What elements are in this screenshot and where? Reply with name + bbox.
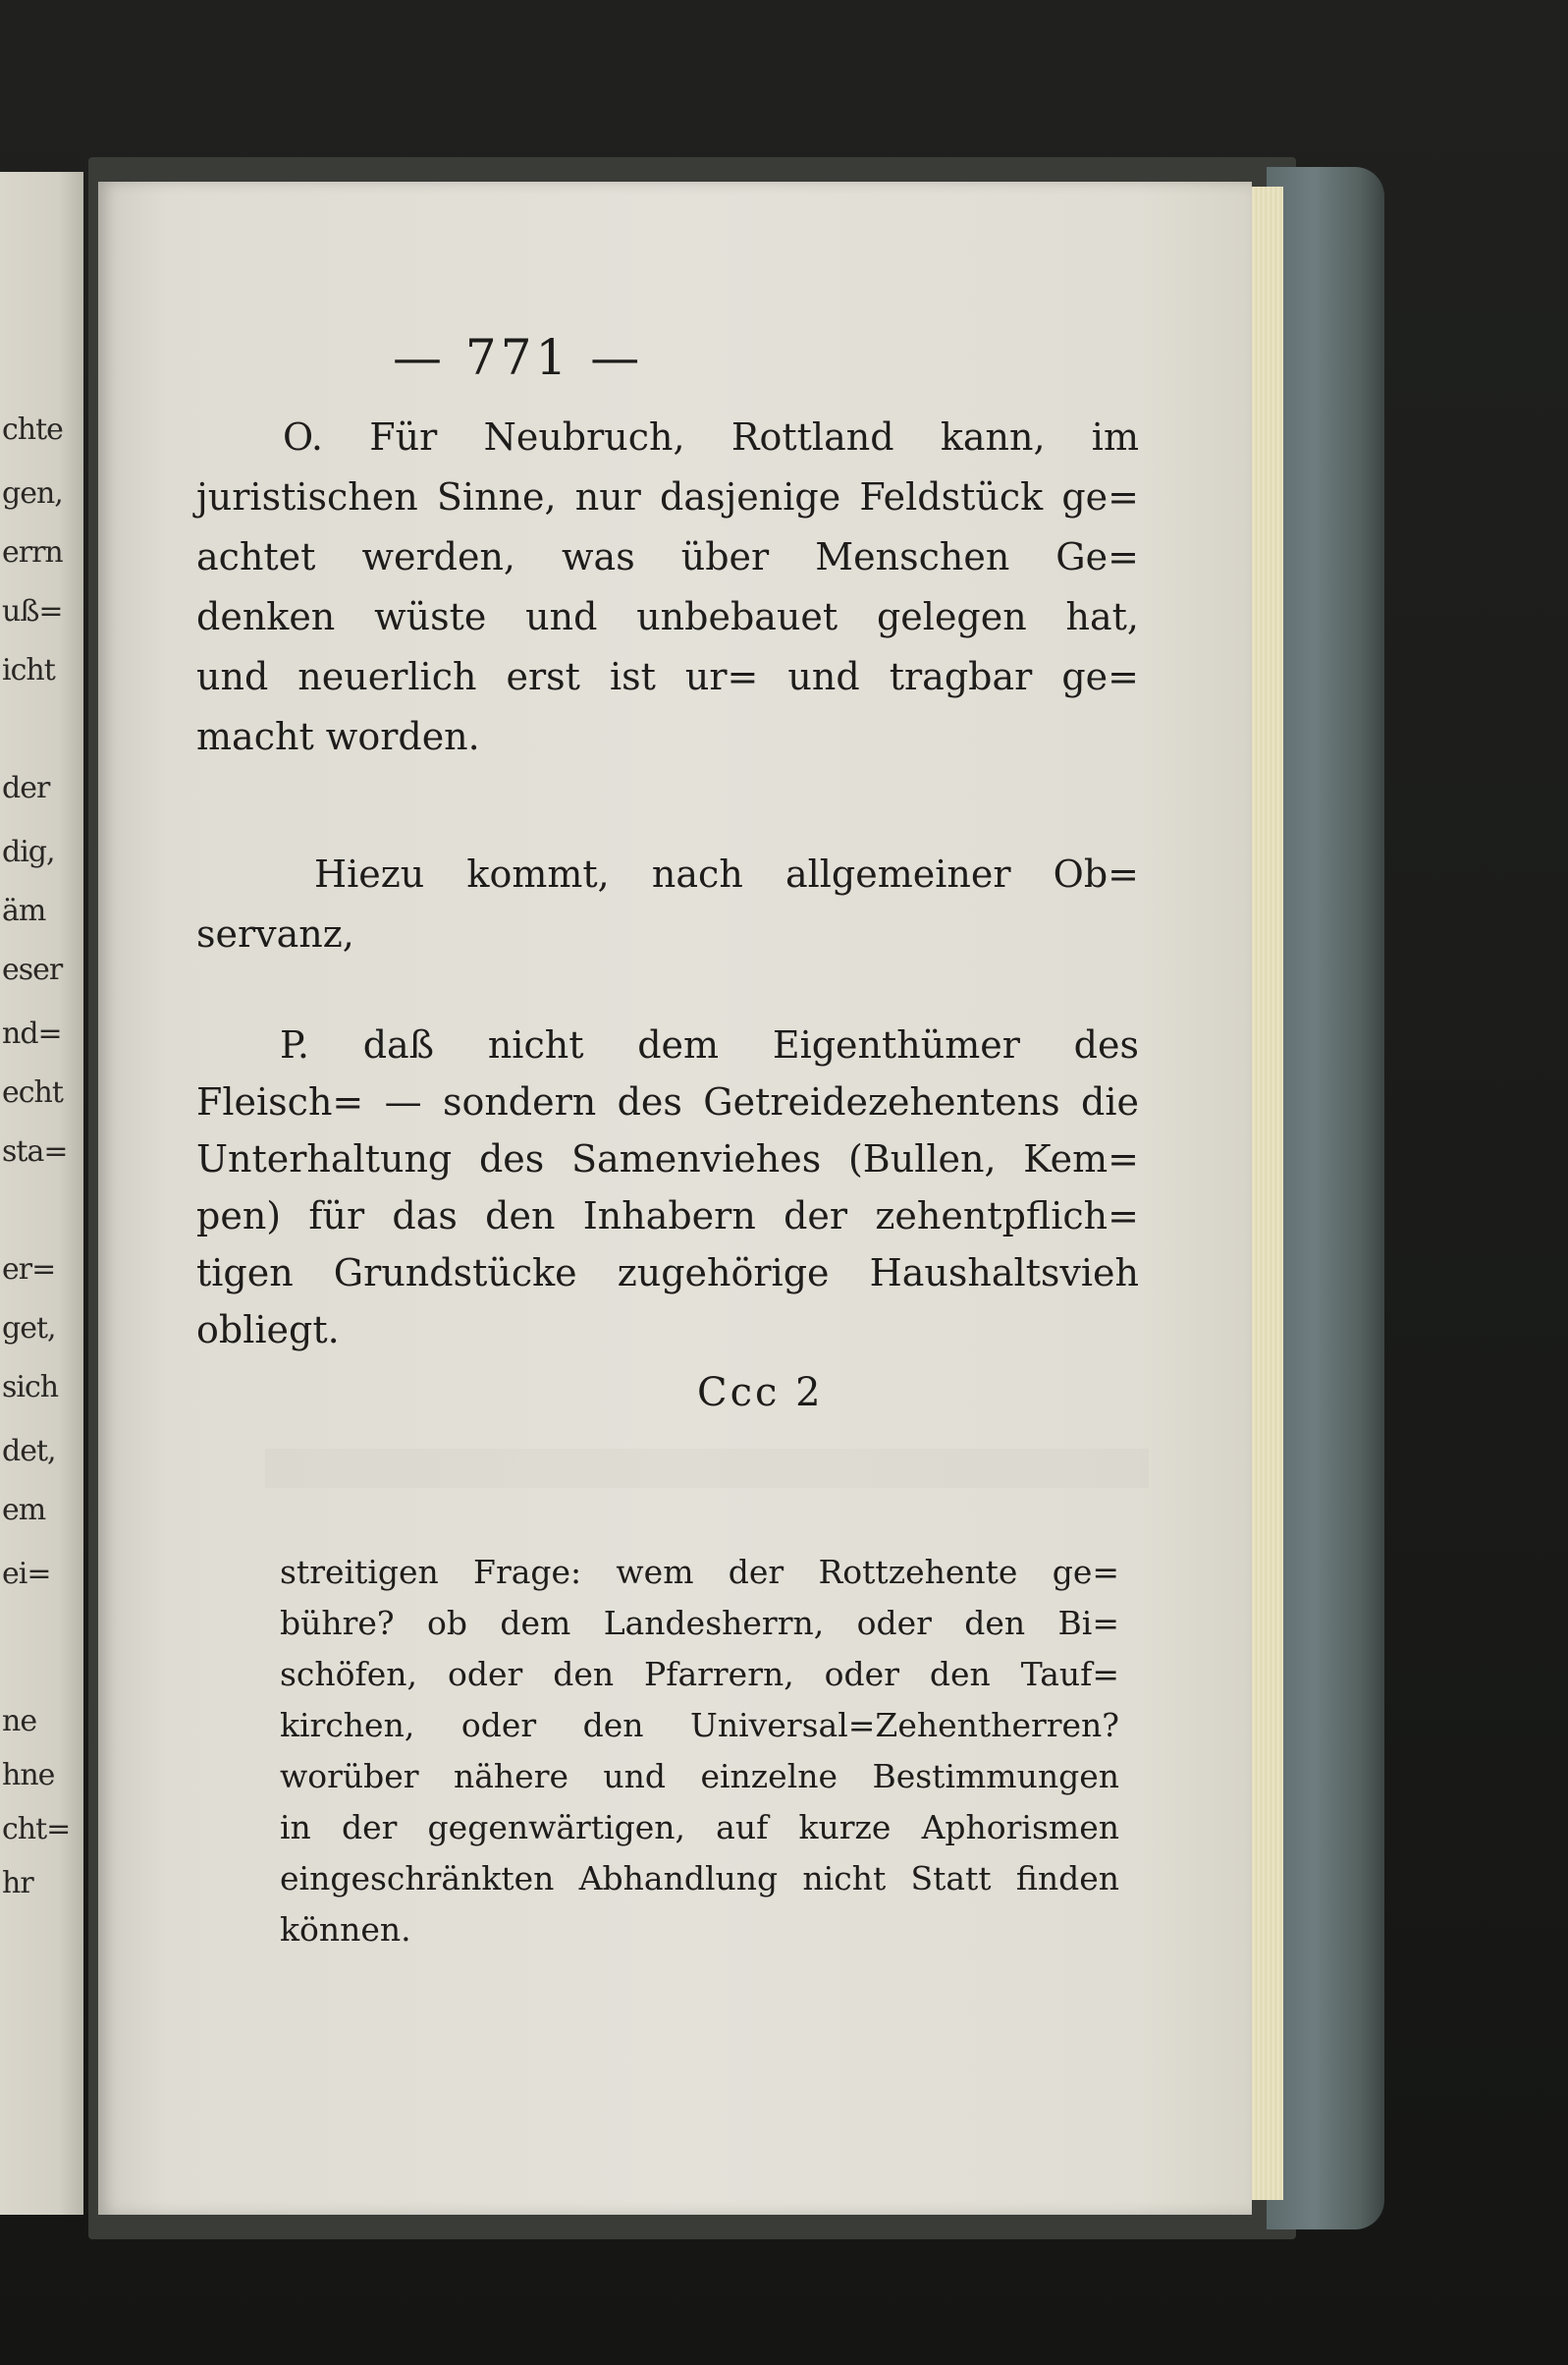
paragraph-o (196, 408, 1139, 767)
left-fragment: ne (2, 1704, 37, 1738)
left-fragment: echt (2, 1075, 63, 1110)
text-line: Fleisch= — sondern des Getreidezehentens die (196, 1080, 1139, 1124)
text-line: denken wüste und unbebauet gelegen hat, (196, 595, 1139, 638)
left-fragment: eser (2, 953, 63, 987)
text-line: tigen Grundstücke zugehörige Haushaltsvieh (196, 1251, 1139, 1294)
signature-mark: Ccc 2 (697, 1370, 824, 1415)
left-fragment: äm (2, 894, 46, 928)
left-fragment: em (2, 1493, 46, 1527)
left-fragment: sich (2, 1370, 59, 1404)
text-line: pen) für das den Inhabern der zehentpflich= (196, 1194, 1139, 1238)
text-line: P. daß nicht dem Eigenthümer des (280, 1023, 1139, 1067)
text-line: und neuerlich erst ist ur= und tragbar ge= (196, 655, 1139, 698)
left-fragment: errn (2, 535, 63, 570)
text-line: kirchen, oder den Universal=Zehentherren? (280, 1706, 1119, 1744)
text-line: eingeschränkten Abhandlung nicht Statt finden (280, 1859, 1119, 1898)
text-line: servanz, (196, 912, 354, 956)
text-line: Unterhaltung des Samenviehes (Bullen, Kem= (196, 1137, 1139, 1181)
footnote-block (280, 1547, 1119, 1955)
left-fragment: icht (2, 653, 55, 688)
left-fragment: hr (2, 1866, 33, 1900)
left-fragment: gen, (2, 476, 63, 511)
left-fragment: er= (2, 1252, 56, 1287)
paragraph-hiezu (196, 845, 1139, 964)
left-facing-page (0, 172, 83, 2215)
left-fragment: hne (2, 1758, 55, 1792)
text-line: O. Für Neubruch, Rottland kann, im (283, 415, 1139, 459)
left-fragment: get, (2, 1311, 56, 1346)
text-line: Hiezu kommt, nach allgemeiner Ob= (314, 852, 1139, 896)
offset-shadow (265, 1449, 1149, 1488)
text-line: obliegt. (196, 1308, 340, 1351)
text-line: schöfen, oder den Pfarrern, oder den Tauf= (280, 1655, 1119, 1693)
text-line: streitigen Frage: wem der Rottzehente ge= (280, 1553, 1119, 1591)
text-line: bühre? ob dem Landesherrn, oder den Bi= (280, 1604, 1119, 1642)
text-line: macht worden. (196, 715, 480, 758)
left-fragment: dig, (2, 835, 55, 869)
left-fragment: cht= (2, 1812, 71, 1846)
left-fragment: nd= (2, 1017, 62, 1051)
left-fragment: der (2, 771, 50, 805)
main-page (98, 182, 1252, 2215)
text-line: können. (280, 1910, 411, 1949)
left-fragment: det, (2, 1434, 56, 1468)
paragraph-p (196, 1017, 1139, 1358)
left-fragment: uß= (2, 594, 63, 629)
book-cover-edge (1267, 167, 1384, 2229)
text-line: worüber nähere und einzelne Bestimmungen (280, 1757, 1119, 1795)
left-fragment: sta= (2, 1134, 68, 1169)
text-line: achtet werden, was über Menschen Ge= (196, 535, 1139, 578)
text-line: in der gegenwärtigen, auf kurze Aphorismen (280, 1808, 1119, 1846)
left-fragment: ei= (2, 1557, 51, 1591)
text-line: juristischen Sinne, nur dasjenige Feldstück ge= (196, 475, 1139, 519)
left-fragment: chte (2, 412, 63, 447)
page-header: — 771 — (393, 329, 644, 386)
